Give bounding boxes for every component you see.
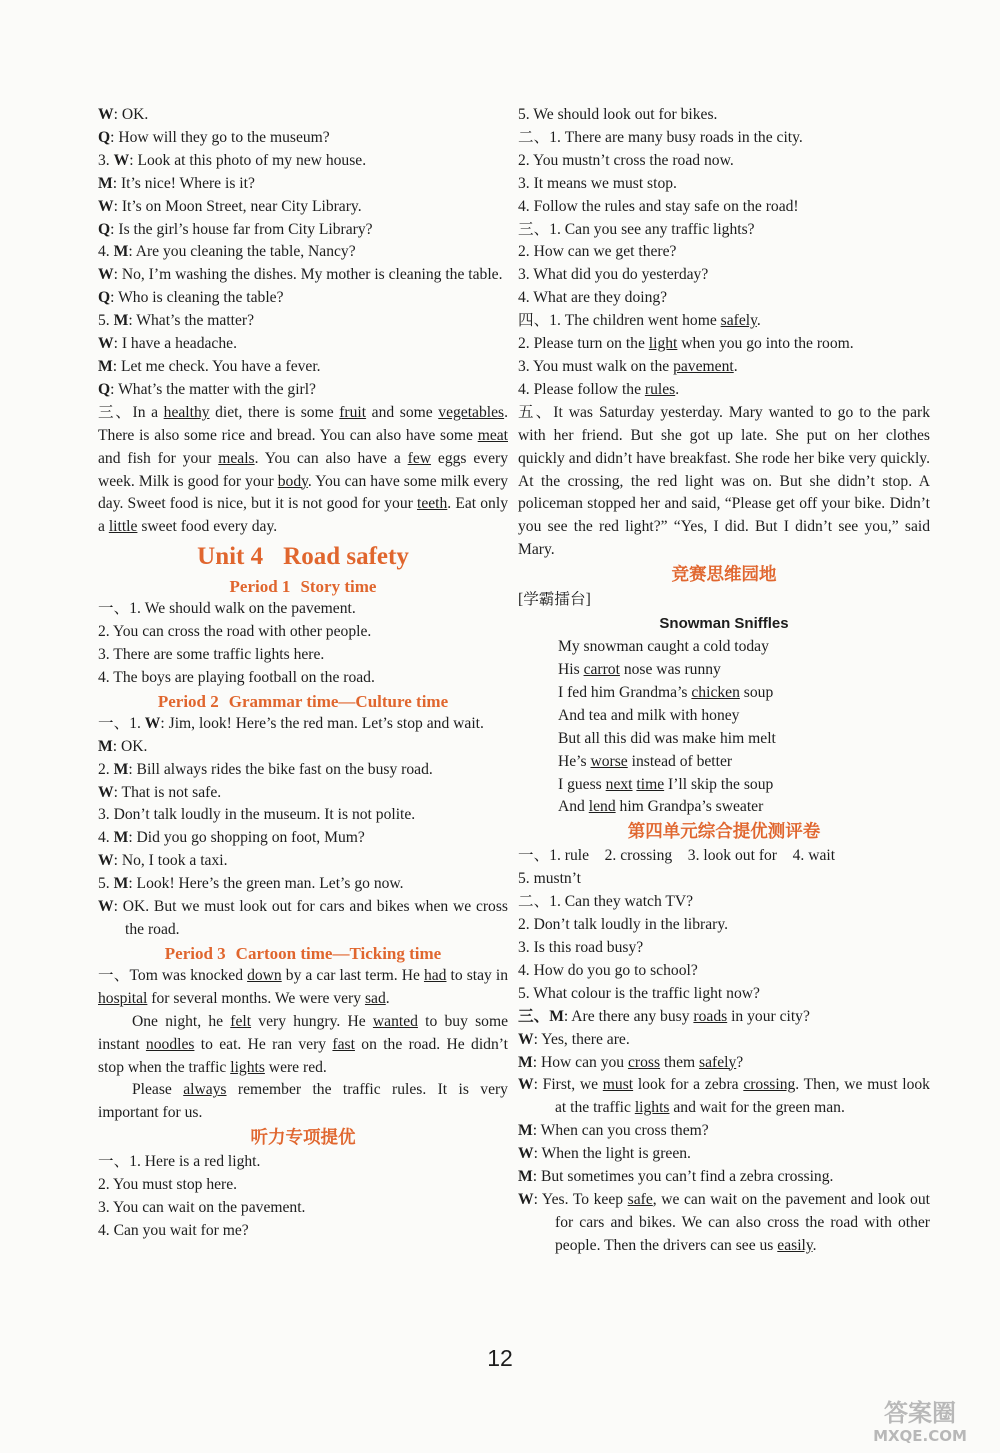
text-line: My snowman caught a cold today xyxy=(558,638,769,656)
dialog-line: W: OK. xyxy=(98,106,149,123)
left-column xyxy=(98,104,508,1243)
answer-line: 3. It means we must stop. xyxy=(518,174,677,192)
answer-line: 一、1. Here is a red light. xyxy=(98,1153,261,1171)
answer-line: 5. We should look out for bikes. xyxy=(518,106,718,123)
test-answers xyxy=(518,845,930,1005)
dialog-line: W: No, I took a taxi. xyxy=(98,852,228,870)
text-line: I guess next time I’ll skip the soup xyxy=(558,775,774,793)
poem-title: Snowman Sniffles xyxy=(659,615,789,633)
dialog-line: Q: Is the girl’s house far from City Library? xyxy=(98,220,373,238)
dialog-line: W: No, I’m washing the dishes. My mother is cleaning the table. xyxy=(98,266,503,284)
dialog-line: M: OK. xyxy=(98,737,148,755)
dialog-line: Q: How will they go to the museum? xyxy=(98,128,330,146)
text-line: M: How can you cross them safely? xyxy=(518,1053,744,1071)
dialog-block-5 xyxy=(98,333,508,402)
test-dialog xyxy=(518,1006,930,1075)
page-number: 12 xyxy=(487,1345,513,1371)
answer-line: 4. How do you go to school? xyxy=(518,961,698,979)
story-paragraph-1: 一、Tom was knocked down by a car last term. He had to stay in hospital for several months. We were very sad. xyxy=(98,966,508,1007)
answer-line: 2. You must stop here. xyxy=(98,1176,238,1194)
answer-line: 二、1. There are many busy roads in the city. xyxy=(518,128,803,146)
answer-line: 4. The boys are playing football on the road. xyxy=(98,668,375,686)
answer-line: 2. You mustn’t cross the road now. xyxy=(518,151,734,169)
dialog-line: W: I have a headache. xyxy=(98,335,237,353)
text-line: M: When can you cross them? xyxy=(518,1122,709,1140)
right-column xyxy=(518,104,930,1258)
text-line: And tea and milk with honey xyxy=(558,706,740,724)
answer-line: 2. How can we get there? xyxy=(518,243,677,261)
period-2-heading: Period 2 Grammar time—Culture time xyxy=(157,691,449,711)
text-line: W: Yes, there are. xyxy=(518,1030,630,1048)
answer-line: 3. What did you do yesterday? xyxy=(518,266,709,284)
text-line: 4. Please follow the rules. xyxy=(518,380,680,398)
unit-heading: Unit 4 Road safety xyxy=(197,543,409,571)
diet-paragraph: 三、In a healthy diet, there is some fruit and some vegetables. There is also some rice and bread. You can also have some meat and fish for your meals. You can also have a few eggs every week. Milk is good for your body. You can have some milk every day. Sweet food is nice, but it is not good for your teeth. Eat only a little sweet food every day. xyxy=(98,403,509,536)
answer-line: 4. Follow the rules and stay safe on the road! xyxy=(518,197,799,215)
answer-line: 二、1. Can they watch TV? xyxy=(518,893,694,911)
text-line: W: When the light is green. xyxy=(518,1145,691,1163)
dialog-line: M: It’s nice! Where is it? xyxy=(98,174,255,192)
text-line: I fed him Grandma’s chicken soup xyxy=(558,683,774,701)
dialog-line: 5. M: What’s the matter? xyxy=(98,312,255,330)
text-line: 三、M: Are there any busy roads in your city? xyxy=(518,1007,810,1025)
answer-line: 2. You can cross the road with other people. xyxy=(98,623,372,641)
dialog-block-3 xyxy=(98,173,508,242)
period-1-heading: Period 1 Story time xyxy=(229,577,377,597)
dialog-line: 一、1. W: Jim, look! Here’s the red man. Let’s stop and wait. xyxy=(98,714,484,732)
story-paragraph-3: Please always remember the traffic rules. It is very important for us. xyxy=(98,1081,508,1122)
period-2-dialog xyxy=(98,736,508,805)
text-line: And lend him Grandpa’s sweater xyxy=(558,798,764,816)
text-line: 四、1. The children went home safely. xyxy=(518,312,761,330)
contest-heading: 竞赛思维园地 xyxy=(671,565,777,586)
listening-heading: 听力专项提优 xyxy=(250,1128,356,1149)
dialog-line: 4. M: Did you go shopping on foot, Mum? xyxy=(98,829,365,847)
dialog-line: W: OK. But we must look out for cars and bikes when we cross the road. xyxy=(98,898,508,938)
answer-line: 三、1. Can you see any traffic lights? xyxy=(518,220,755,238)
dialog-line: 3. W: Look at this photo of my new house. xyxy=(98,151,367,169)
answer-line: 一、1. rule 2. crossing 3. look out for 4. wait xyxy=(518,847,836,865)
answer-line: 3. Don’t talk loudly in the museum. It is not polite. xyxy=(98,806,416,824)
text-line: M: But sometimes you can’t find a zebra crossing. xyxy=(518,1168,834,1186)
dialog-line: Q: Who is cleaning the table? xyxy=(98,289,284,307)
text-line: His carrot nose was runny xyxy=(558,661,721,679)
section-4 xyxy=(518,310,930,402)
watermark-url: MXQE.COM xyxy=(873,1427,967,1445)
period-2-dialog-2 xyxy=(98,827,508,896)
dialog-line: W: That is not safe. xyxy=(98,783,222,801)
dialog-line: W: Yes. To keep safe, we can wait on the pavement and look out for cars and bikes. We can also cross the road with other people. Then the drivers can see us easily. xyxy=(518,1190,930,1254)
answer-line: 4. Can you wait for me? xyxy=(98,1221,249,1239)
section-5-story: 五、It was Saturday yesterday. Mary wanted to go to the park with her friend. But she got up late. She put on her clothes quickly and didn’t have breakfast. She rode her bike very quickly. At the crossing, the red light was on. But she didn’t stop. A policeman stopped her and said, “Please get off your bike. Didn’t you see the red light?” “Yes, I did. But I didn’t see you,” said Mary. xyxy=(518,403,930,559)
answer-line: 2. Don’t talk loudly in the library. xyxy=(518,916,729,934)
poem xyxy=(518,636,930,819)
text-line: 3. You must walk on the pavement. xyxy=(518,357,738,375)
dialog-line: 2. M: Bill always rides the bike fast on the busy road. xyxy=(98,760,433,778)
test-heading: 第四单元综合提优测评卷 xyxy=(627,822,821,843)
listening-answers xyxy=(98,1151,508,1243)
answer-line: 一、1. We should walk on the pavement. xyxy=(98,600,356,618)
answer-line: 4. What are they doing? xyxy=(518,289,668,307)
watermark-text: 答案圈 xyxy=(884,1399,956,1427)
dialog-line: M: Let me check. You have a fever. xyxy=(98,357,321,375)
answer-line: 3. You can wait on the pavement. xyxy=(98,1199,306,1217)
dialog-line: W: It’s on Moon Street, near City Library. xyxy=(98,197,362,215)
answer-line: 5. What colour is the traffic light now? xyxy=(518,984,760,1002)
contest-tag: [学霸擂台] xyxy=(518,591,591,609)
period-1-answers xyxy=(98,598,508,690)
dialog-block-1 xyxy=(98,104,508,150)
watermark-logo xyxy=(858,1395,983,1445)
text-line: He’s worse instead of better xyxy=(558,752,733,770)
answer-line: 5. mustn’t xyxy=(518,870,581,888)
text-line: 2. Please turn on the light when you go into the room. xyxy=(518,335,854,353)
dialog-line: 4. M: Are you cleaning the table, Nancy? xyxy=(98,243,356,261)
answer-line: 3. There are some traffic lights here. xyxy=(98,646,325,664)
dialog-line: 5. M: Look! Here’s the green man. Let’s go now. xyxy=(98,875,404,893)
dialog-line: W: First, we must look for a zebra crossing. Then, we must look at the traffic lights and wait for the green man. xyxy=(518,1076,930,1117)
answer-line: 3. Is this road busy? xyxy=(518,939,644,956)
text-line: But all this did was make him melt xyxy=(558,729,776,747)
period-3-heading: Period 3 Cartoon time—Ticking time xyxy=(164,943,442,963)
story-paragraph-2: One night, he felt very hungry. He wanted to buy some instant noodles to eat. He ran very fast on the road. He didn’t stop when the traffic lights were red. xyxy=(98,1012,508,1076)
dialog-line: Q: What’s the matter with the girl? xyxy=(98,380,316,398)
answer-lines xyxy=(518,104,930,310)
test-dialog-2 xyxy=(518,1120,930,1189)
